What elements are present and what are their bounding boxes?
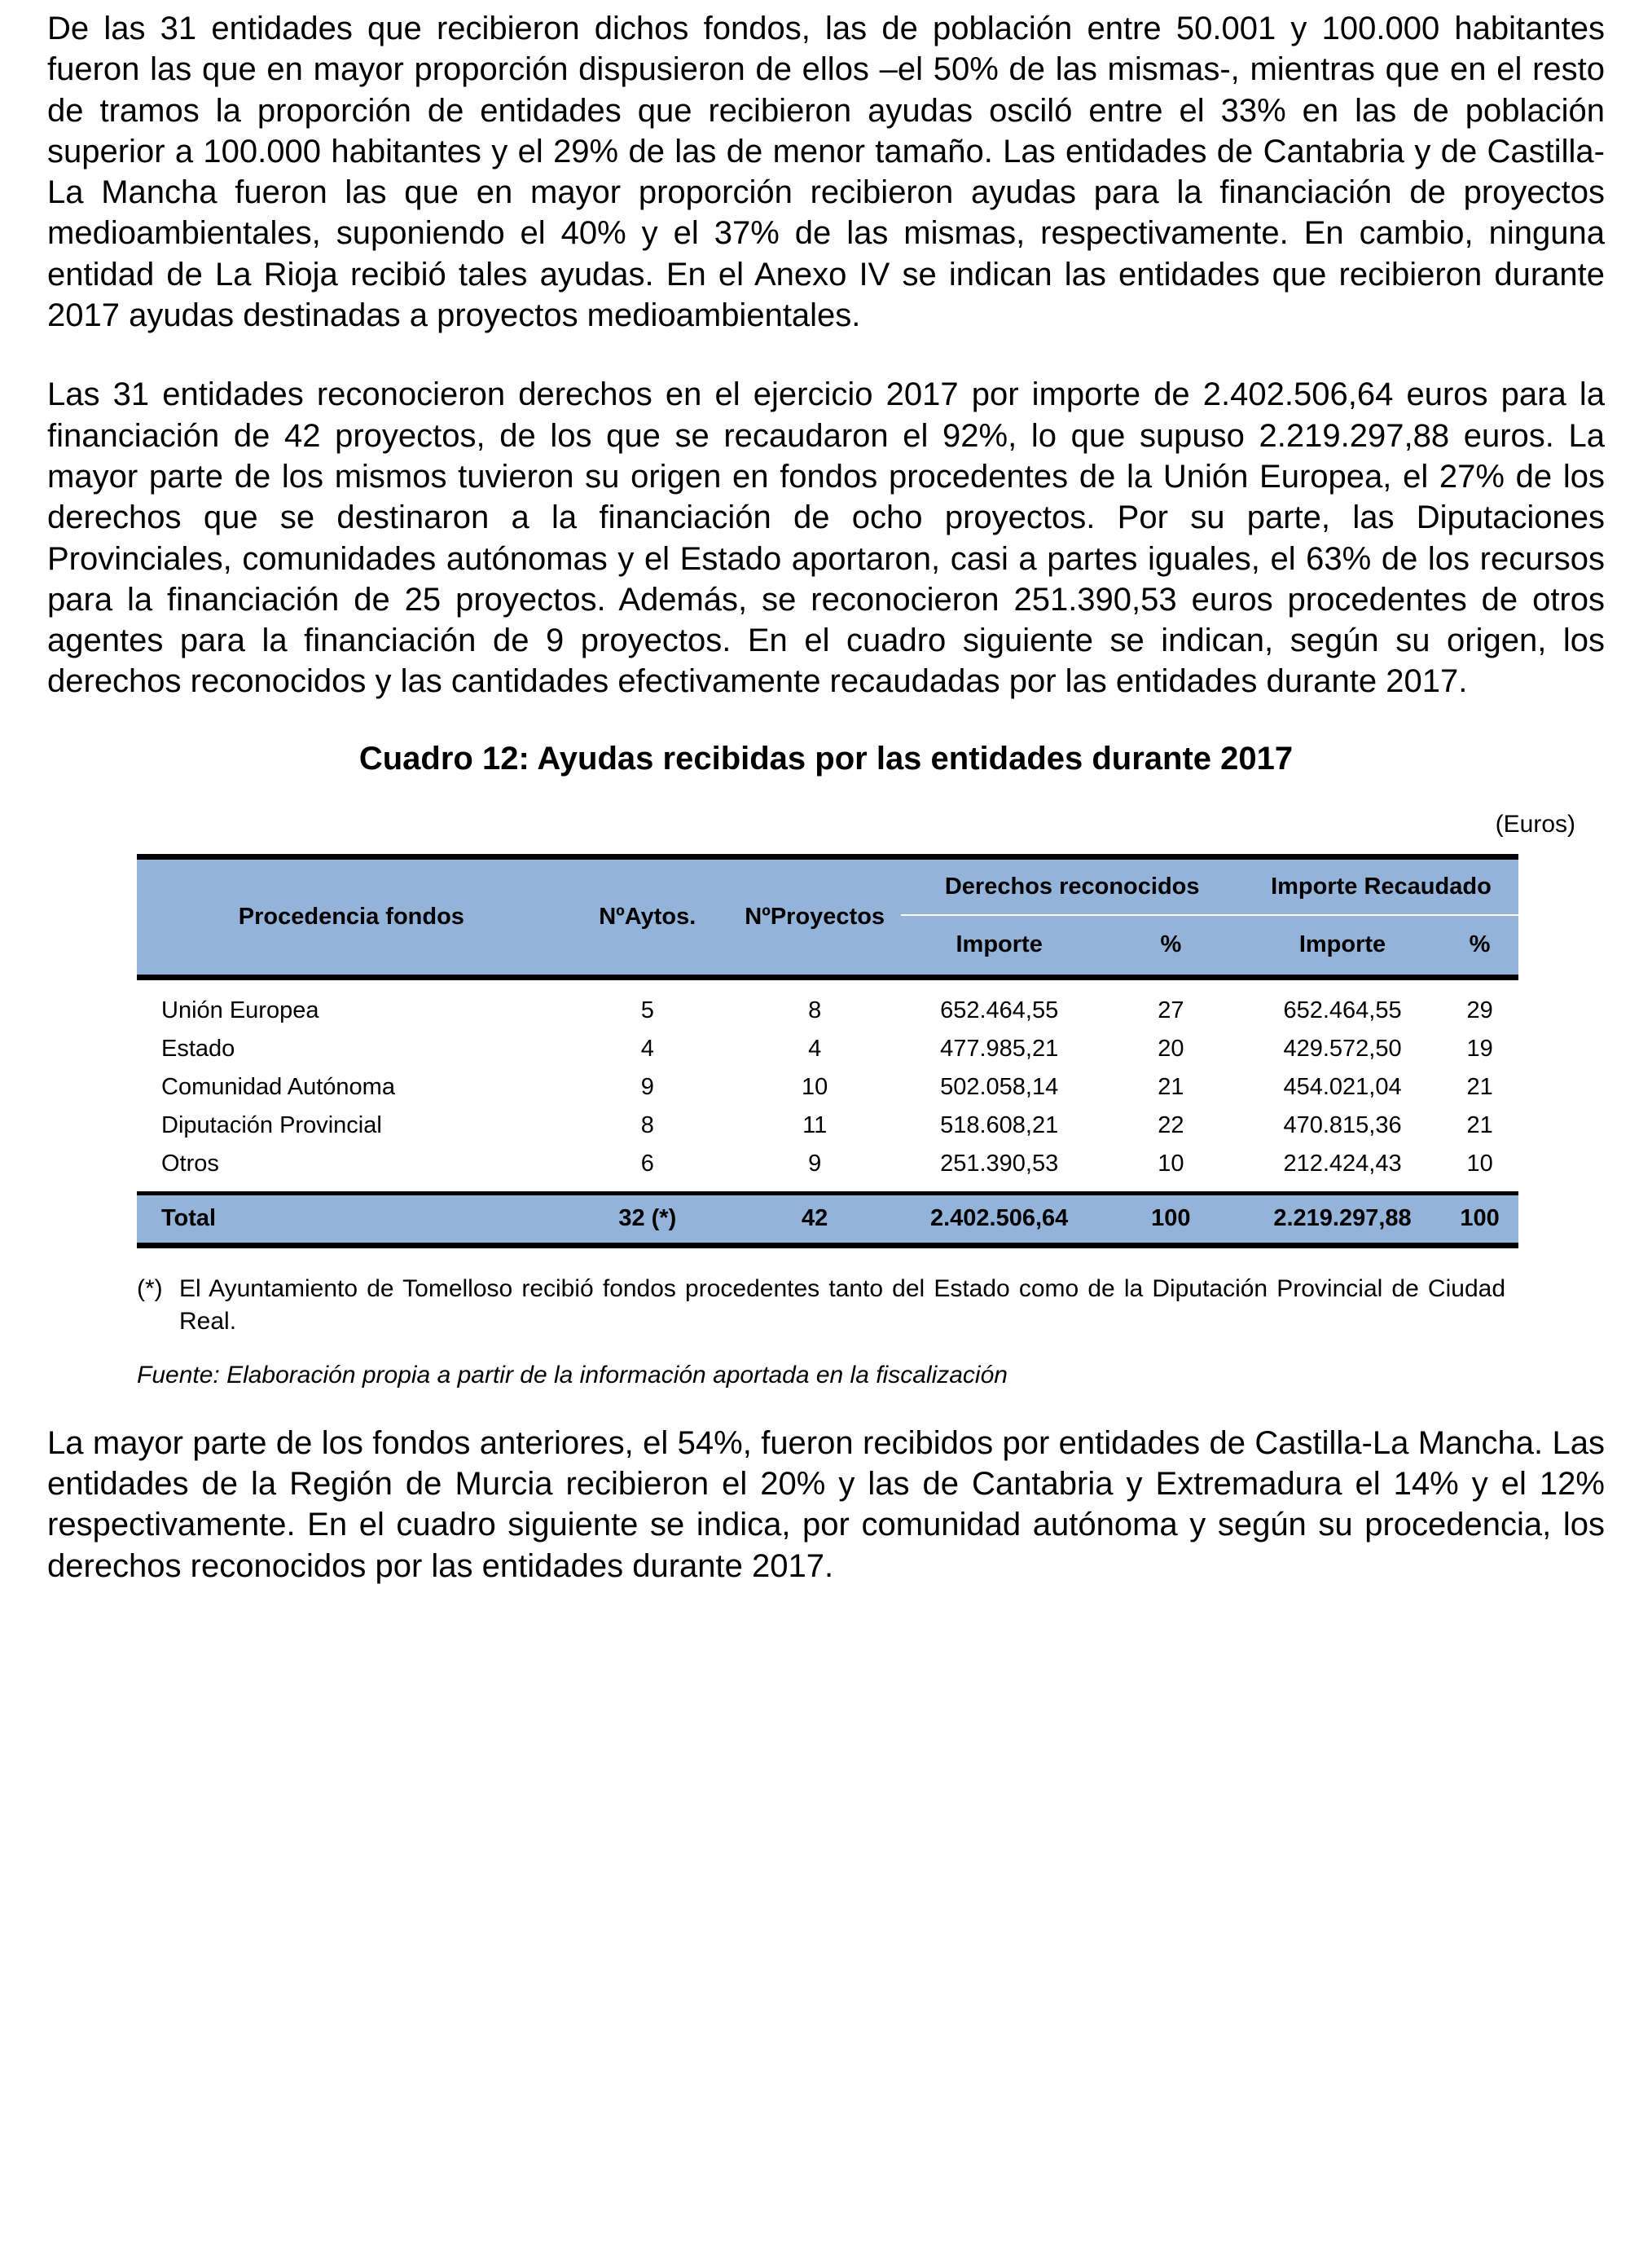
cell-der-pct: 10 bbox=[1158, 1150, 1184, 1177]
table-row bbox=[137, 1107, 1518, 1145]
cell-der-importe: 502.058,14 bbox=[940, 1073, 1059, 1100]
cell-aytos: 9 bbox=[640, 1073, 654, 1100]
header-derechos: Derechos reconocidos bbox=[901, 856, 1244, 915]
table-row bbox=[137, 1030, 1518, 1068]
cell-proyectos: 11 bbox=[802, 1111, 828, 1138]
cell-proyectos: 4 bbox=[808, 1035, 822, 1062]
cell-aytos: 8 bbox=[640, 1111, 654, 1138]
cell-rec-pct: 21 bbox=[1466, 1073, 1493, 1100]
cell-rec-importe: 429.572,50 bbox=[1283, 1035, 1402, 1062]
table-header-row bbox=[137, 856, 1518, 915]
cell-der-importe: 652.464,55 bbox=[940, 997, 1059, 1023]
table-title: Cuadro 12: Ayudas recibidas por las entidades durante 2017 bbox=[358, 740, 1294, 777]
table-total-row bbox=[137, 1193, 1518, 1245]
table-footnote bbox=[137, 1273, 1505, 1338]
cell-der-pct: 22 bbox=[1158, 1111, 1184, 1138]
cell-rec-pct: 29 bbox=[1466, 997, 1493, 1023]
header-der-pct: % bbox=[1098, 915, 1244, 978]
cell-rec-importe: 212.424,43 bbox=[1283, 1150, 1402, 1177]
total-aytos: 32 (*) bbox=[566, 1193, 729, 1245]
cell-der-pct: 21 bbox=[1158, 1073, 1184, 1100]
cell-name: Otros bbox=[161, 1150, 219, 1177]
paragraph-entities-population: De las 31 entidades que recibieron dichos fondos, las de población entre 50.001 y 100.000 habitantes fueron las que en mayor proporción dispusieron de ellos –el 50% de las mismas-, mientras que en el resto de tramos la proporción de entidades que recibieron ayudas osciló entre el 33% en las de población superior a 100.000 habitantes y el 29% de las de menor tamaño. Las entidades de Cantabria y de Castilla-La Mancha fueron las que en mayor proporción recibieron ayudas para la financiación de proyectos medioambientales, suponiendo el 40% y el 37% de las mismas, respectivamente. En cambio, ninguna entidad de La Rioja recibió tales ayudas. En el Anexo IV se indican las entidades que recibieron durante 2017 ayudas destinadas a proyectos medioambientales. bbox=[47, 11, 1605, 334]
header-der-importe: Importe bbox=[901, 915, 1098, 978]
document-page bbox=[47, 8, 1605, 1586]
header-rec-importe: Importe bbox=[1244, 915, 1441, 978]
header-aytos: NºAytos. bbox=[566, 856, 729, 977]
cell-rec-importe: 454.021,04 bbox=[1283, 1073, 1402, 1100]
total-der-pct: 100 bbox=[1098, 1193, 1244, 1245]
cell-name: Estado bbox=[161, 1035, 235, 1062]
total-proyectos: 42 bbox=[729, 1193, 901, 1245]
footnote-mark: (*) bbox=[137, 1274, 163, 1302]
cell-der-pct: 20 bbox=[1158, 1035, 1184, 1062]
table-row bbox=[137, 1145, 1518, 1194]
cell-name: Unión Europea bbox=[161, 997, 319, 1023]
cell-der-importe: 518.608,21 bbox=[940, 1111, 1059, 1138]
total-rec-pct: 100 bbox=[1441, 1193, 1518, 1245]
total-name: Total bbox=[137, 1193, 566, 1245]
table-row bbox=[137, 1068, 1518, 1107]
cell-aytos: 5 bbox=[640, 997, 654, 1023]
total-rec-importe: 2.219.297,88 bbox=[1244, 1193, 1441, 1245]
table-source: Fuente: Elaboración propia a partir de la información aportada en la fiscalización bbox=[137, 1361, 1008, 1388]
cell-der-importe: 477.985,21 bbox=[940, 1035, 1059, 1062]
cell-der-importe: 251.390,53 bbox=[940, 1150, 1059, 1177]
cell-name: Diputación Provincial bbox=[161, 1111, 382, 1138]
footnote-text: El Ayuntamiento de Tomelloso recibió fondos procedentes tanto del Estado como de la Diputación Provincial de Ciudad Real. bbox=[179, 1274, 1505, 1335]
header-recaudado: Importe Recaudado bbox=[1244, 856, 1518, 915]
table-unit: (Euros) bbox=[1495, 810, 1575, 838]
header-proyectos: NºProyectos bbox=[729, 856, 901, 977]
cell-name: Comunidad Autónoma bbox=[161, 1073, 395, 1100]
aid-table bbox=[137, 854, 1518, 1248]
paragraph-funds-distribution: La mayor parte de los fondos anteriores, el 54%, fueron recibidos por entidades de Castilla-La Mancha. Las entidades de la Región de Murcia recibieron el 20% y las de Cantabria y Extremadura el 14% y el 12% respectivamente. En el cuadro siguiente se indica, por comunidad autónoma y según su procedencia, los derechos reconocidos por las entidades durante 2017. bbox=[47, 1424, 1605, 1584]
cell-rec-pct: 21 bbox=[1466, 1111, 1493, 1138]
cell-proyectos: 9 bbox=[808, 1150, 822, 1177]
cell-proyectos: 8 bbox=[808, 997, 822, 1023]
header-procedencia: Procedencia fondos bbox=[137, 856, 566, 977]
header-rec-pct: % bbox=[1441, 915, 1518, 978]
cell-rec-pct: 19 bbox=[1466, 1035, 1493, 1062]
cell-rec-importe: 470.815,36 bbox=[1283, 1111, 1402, 1138]
paragraph-recognized-rights: Las 31 entidades reconocieron derechos en el ejercicio 2017 por importe de 2.402.506,64 euros para la financiación de 42 proyectos, de los que se recaudaron el 92%, lo que supuso 2.219.297,88 euros. La mayor parte de los mismos tuvieron su origen en fondos procedentes de la Unión Europea, el 27% de los derechos que se destinaron a la financiación de ocho proyectos. Por su parte, las Diputaciones Provinciales, comunidades autónomas y el Estado aportaron, casi a partes iguales, el 63% de los recursos para la financiación de 25 proyectos. Además, se reconocieron 251.390,53 euros procedentes de otros agentes para la financiación de 9 proyectos. En el cuadro siguiente se indican, según su origen, los derechos reconocidos y las cantidades efectivamente recaudadas por las entidades durante 2017. bbox=[47, 376, 1605, 700]
cell-rec-importe: 652.464,55 bbox=[1283, 997, 1402, 1023]
total-der-importe: 2.402.506,64 bbox=[901, 1193, 1098, 1245]
table-row bbox=[137, 977, 1518, 1030]
cell-der-pct: 27 bbox=[1158, 997, 1184, 1023]
cell-proyectos: 10 bbox=[802, 1073, 828, 1100]
cell-aytos: 4 bbox=[640, 1035, 654, 1062]
cell-rec-pct: 10 bbox=[1466, 1150, 1493, 1177]
cell-aytos: 6 bbox=[640, 1150, 654, 1177]
